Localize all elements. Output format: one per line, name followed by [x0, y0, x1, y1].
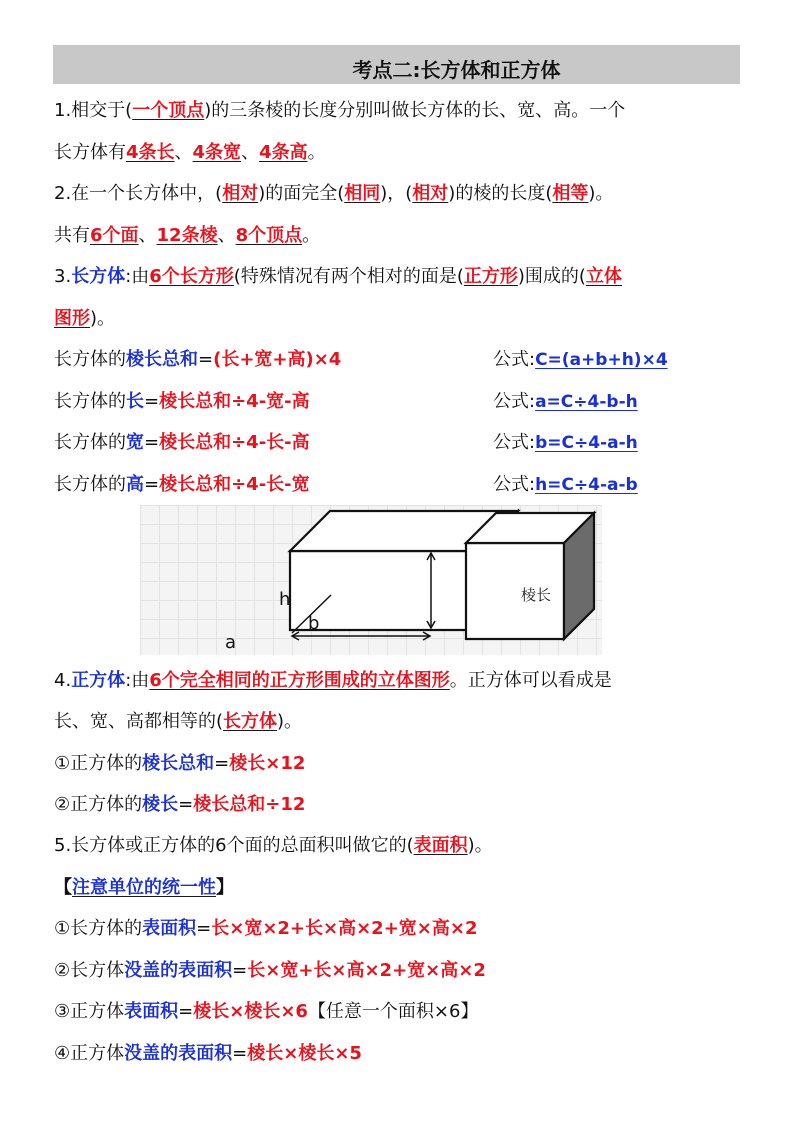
point-4-line-2 — [54, 709, 302, 735]
formula-value: a=C÷4-b-h — [535, 392, 638, 412]
text: = — [144, 391, 160, 412]
formula-label: 公式: — [493, 391, 536, 412]
bracket: 】 — [216, 877, 234, 898]
expression: 长×宽+长×高×2+宽×高×2 — [247, 960, 486, 981]
answer: 相对 — [412, 183, 449, 204]
text: )。 — [277, 711, 303, 732]
text: ①长方体的 — [54, 918, 143, 939]
text: )，( — [380, 183, 413, 204]
text: = — [178, 794, 194, 815]
text: )。 — [588, 183, 614, 204]
text: 长方体的 — [54, 391, 126, 412]
text: 长方体有 — [54, 142, 126, 163]
point-5 — [54, 833, 493, 859]
text: 、 — [241, 142, 260, 163]
text: = — [144, 474, 160, 495]
answer: 图形 — [54, 308, 90, 329]
formula-value: b=C÷4-a-h — [535, 433, 638, 453]
key-term: 没盖的表面积 — [124, 960, 233, 981]
expression: 长×宽×2+长×高×2+宽×高×2 — [211, 918, 478, 939]
figure-svg — [140, 505, 602, 655]
text: = — [198, 349, 214, 370]
text: 4. — [54, 670, 72, 691]
point-2-line-1 — [54, 181, 613, 207]
point-2-line-2 — [54, 223, 320, 249]
text: )围成的( — [517, 266, 586, 287]
text: 5.长方体或正方体的6个面的总面积叫做它的( — [54, 835, 414, 856]
answer-vertex: 一个顶点 — [132, 100, 205, 121]
answer: 正方形 — [463, 266, 518, 287]
text: 、 — [138, 225, 157, 246]
text: 长方体的 — [54, 432, 126, 453]
label-edge: 棱长 — [521, 586, 552, 604]
formula-3 — [493, 430, 638, 456]
key-term: 棱长总和 — [142, 753, 215, 774]
expression: (长+宽+高)×4 — [213, 349, 342, 370]
text: 。 — [302, 225, 321, 246]
answer: 相等 — [552, 183, 589, 204]
label-h: h — [279, 589, 291, 610]
text: 、 — [217, 225, 236, 246]
text: 长方体的 — [54, 474, 126, 495]
answer-height: 4条高 — [259, 142, 308, 163]
expression: 棱长×棱长×5 — [247, 1043, 362, 1064]
cube-line-2 — [54, 792, 305, 818]
answer: 相同 — [344, 183, 381, 204]
text: = — [214, 753, 230, 774]
answer-definition: 6个完全相同的正方形围成的立体图形 — [149, 670, 450, 691]
point-1-line-1 — [54, 98, 625, 124]
text: 。正方体可以看成是 — [449, 670, 612, 691]
formula-1 — [493, 347, 668, 373]
cube-line-1 — [54, 751, 305, 777]
area-line-4 — [54, 1041, 362, 1067]
formula-row-4 — [54, 472, 310, 498]
text: = — [196, 918, 212, 939]
key-term: 表面积 — [142, 918, 197, 939]
answer-width: 4条宽 — [192, 142, 242, 163]
key-term: 表面积 — [124, 1001, 179, 1022]
formula-label: 公式: — [493, 432, 536, 453]
answer-length: 4条长 — [126, 142, 175, 163]
text: (特殊情况有两个相对的面是( — [233, 266, 464, 287]
point-4-line-1 — [54, 668, 612, 694]
expression: 棱长总和÷4-长-宽 — [159, 474, 310, 495]
bracket: 【 — [54, 877, 72, 898]
formula-label: 公式: — [493, 474, 536, 495]
text: 。 — [307, 142, 326, 163]
text: = — [144, 432, 160, 453]
text: 1.相交于( — [54, 100, 133, 121]
formula-value: h=C÷4-a-b — [535, 475, 638, 495]
label-b: b — [308, 613, 320, 634]
formula-2 — [493, 389, 638, 415]
formula-4 — [493, 472, 638, 498]
formula-row-3 — [54, 430, 310, 456]
area-line-3 — [54, 999, 478, 1025]
text: 3. — [54, 266, 72, 287]
key-term: 长 — [126, 391, 144, 412]
text: )。 — [90, 308, 116, 329]
text: = — [178, 1001, 194, 1022]
text: )的三条棱的长度分别叫做长方体的长、宽、高。一个 — [204, 100, 626, 121]
text: ③正方体 — [54, 1001, 125, 1022]
answer-surface-area: 表面积 — [413, 835, 468, 856]
point-1-line-2 — [54, 140, 326, 166]
answer-vertices: 8个顶点 — [235, 225, 303, 246]
area-line-1 — [54, 916, 477, 942]
term-cuboid: 长方体 — [71, 266, 126, 287]
text: 共有 — [54, 225, 90, 246]
expression: 棱长总和÷12 — [193, 794, 306, 815]
text: ②长方体 — [54, 960, 125, 981]
text: 、 — [174, 142, 193, 163]
key-term: 宽 — [126, 432, 144, 453]
formula-value: C=(a+b+h)×4 — [535, 350, 668, 370]
text: ①正方体的 — [54, 753, 143, 774]
key-term: 没盖的表面积 — [124, 1043, 233, 1064]
expression: 棱长总和÷4-长-高 — [159, 432, 310, 453]
text: 长方体的 — [54, 349, 126, 370]
text: )。 — [467, 835, 493, 856]
key-term: 棱长 — [142, 794, 179, 815]
expression: 棱长总和÷4-宽-高 — [159, 391, 310, 412]
formula-row-1 — [54, 347, 341, 373]
section-title-bar — [53, 45, 740, 84]
expression: 棱长×棱长×6 — [193, 1001, 308, 1022]
text: )的面完全( — [258, 183, 345, 204]
formula-label: 公式: — [493, 349, 536, 370]
key-term: 高 — [126, 474, 144, 495]
term-cube: 正方体 — [71, 670, 126, 691]
answer: 相对 — [222, 183, 259, 204]
remark: 【任意一个面积×6】 — [307, 1001, 479, 1022]
text: = — [232, 960, 248, 981]
cuboid-cube-figure — [140, 505, 602, 655]
point-3-line-2 — [54, 306, 115, 332]
point-3-line-1 — [54, 264, 622, 290]
answer-faces: 6个面 — [90, 225, 139, 246]
unit-note — [54, 875, 234, 901]
note-text: 注意单位的统一性 — [72, 877, 216, 898]
text: = — [232, 1043, 248, 1064]
answer: 6个长方形 — [149, 266, 234, 287]
formula-row-2 — [54, 389, 310, 415]
answer: 长方体 — [223, 711, 278, 732]
text: )的棱的长度( — [448, 183, 553, 204]
text: ④正方体 — [54, 1043, 125, 1064]
text: ②正方体的 — [54, 794, 143, 815]
answer: 立体 — [585, 266, 622, 287]
label-a: a — [225, 632, 237, 653]
text: :由 — [125, 266, 150, 287]
text: 长、宽、高都相等的( — [54, 711, 224, 732]
answer-edges: 12条棱 — [156, 225, 218, 246]
section-title: 考点二:长方体和正方体 — [352, 58, 561, 82]
text: :由 — [125, 670, 150, 691]
cube-drawing — [466, 513, 594, 639]
area-line-2 — [54, 958, 486, 984]
key-term: 棱长总和 — [126, 349, 198, 370]
text: 2.在一个长方体中，( — [54, 183, 223, 204]
expression: 棱长×12 — [229, 753, 306, 774]
